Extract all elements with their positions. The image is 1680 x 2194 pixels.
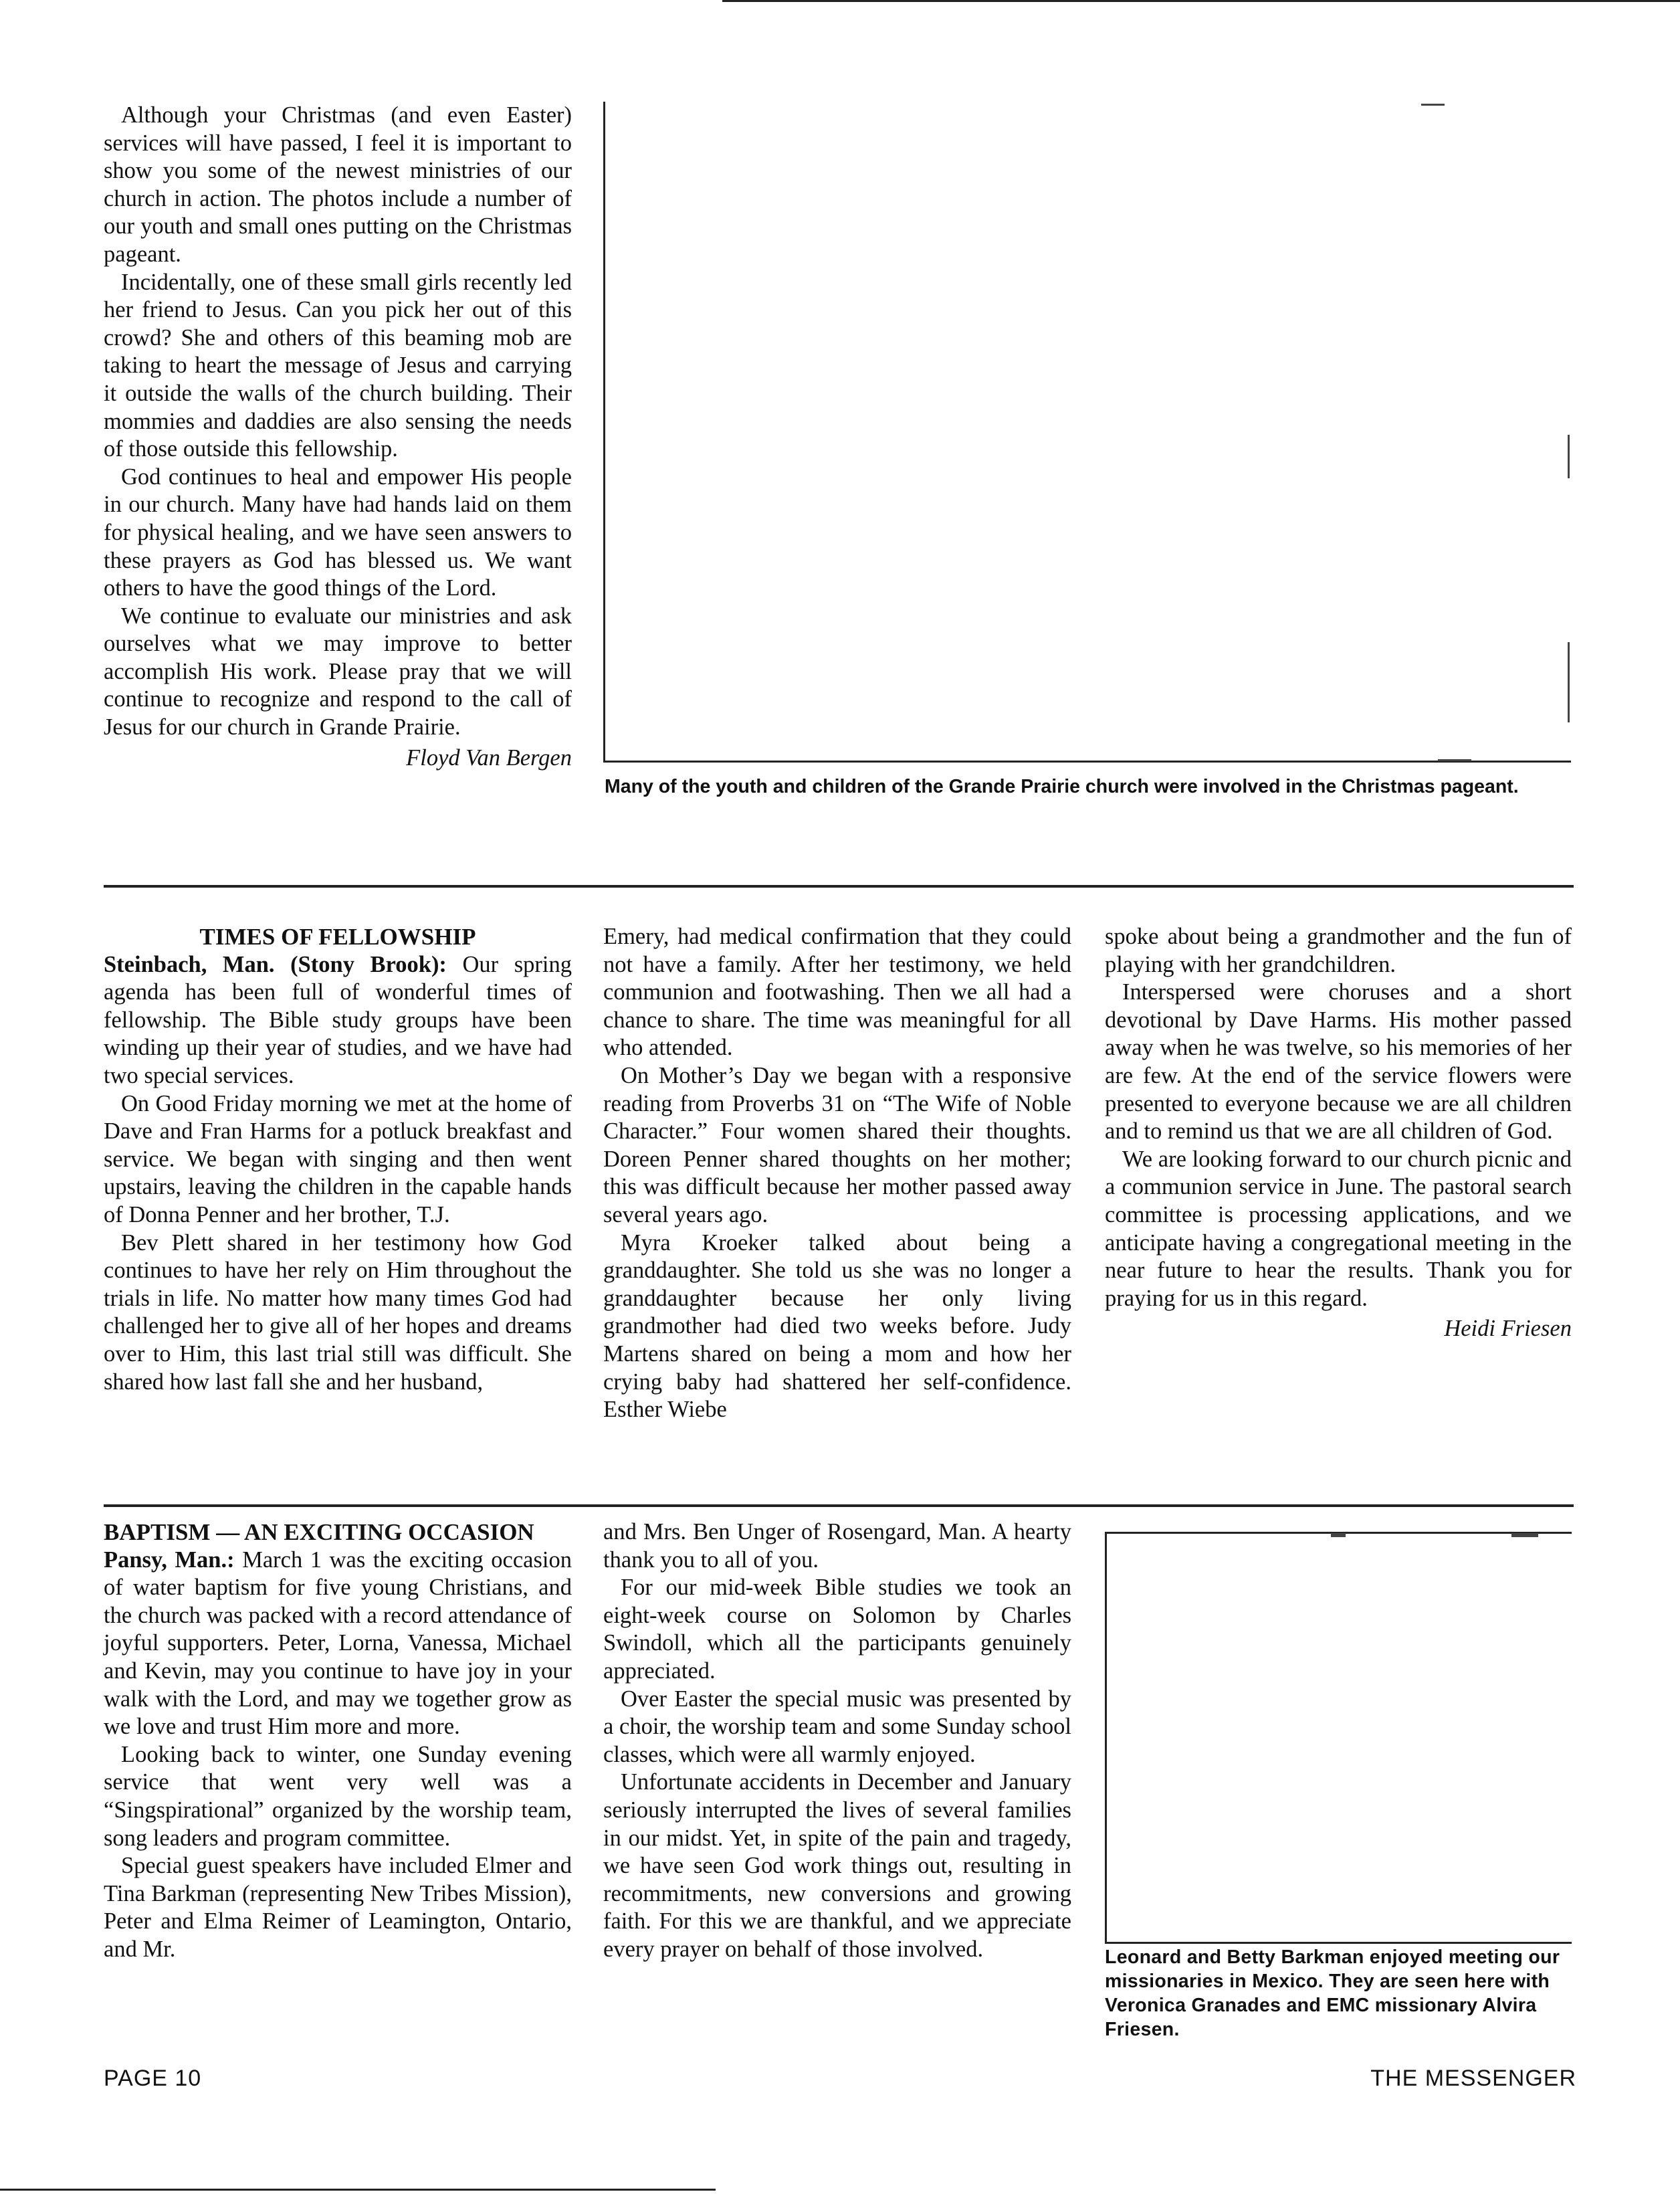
paragraph: Special guest speakers have included Elmer and Tina Barkman (representing New Tribes Mission), Peter and Elma Reimer of Leamington, Ontario, and Mr.	[104, 1853, 572, 1962]
bottom-border-rule	[0, 2189, 716, 2191]
paragraph: We are looking forward to our church picnic and a communion service in June. The pastoral search committee is processing applications, and we anticipate having a congregational meeting in the near future to hear the results. Thank you for praying for us in this regard.	[1105, 1146, 1572, 1311]
fellowship-column-3	[1105, 923, 1572, 1343]
paragraph: Incidentally, one of these small girls recently led her friend to Jesus. Can you pick her out of this crowd? She and others of this beaming mob are taking to heart the message of Jesus and carrying it outside the walls of the church building. Their mommies and daddies are also sensing the needs of those outside this fellowship.	[104, 269, 572, 462]
article-heading: BAPTISM — AN EXCITING OCCASION	[104, 1519, 534, 1545]
article-lead: Pansy, Man.:	[104, 1547, 235, 1573]
paragraph: Interspersed were choruses and a short devotional by Dave Harms. His mother passed away when he was twelve, so his memories of her are few. At the end of the service flowers were presented to everyone because we are all children and to remind us that we are all children of God.	[1105, 979, 1572, 1144]
page-number: PAGE 10	[104, 2066, 202, 2091]
paragraph: On Good Friday morning we met at the home of Dave and Fran Harms for a potluck breakfast and service. We began with singing and then went upstairs, leaving the children in the capable hands of Donna Penner and her brother, T.J.	[104, 1090, 572, 1227]
photo-edge-mark	[1438, 759, 1471, 761]
paragraph: Although your Christmas (and even Easter) services will have passed, I feel it is important to show you some of the newest ministries of our church in action. The photos include a number of our youth and small ones putting on the Christmas pageant.	[104, 102, 572, 267]
paragraph	[104, 951, 572, 1090]
paragraph: Over Easter the special music was presented by a choir, the worship team and some Sunday school classes, which were all warmly enjoyed.	[603, 1686, 1071, 1767]
paragraph: Emery, had medical confirmation that they could not have a family. After her testimony, we held communion and footwashing. Then we all had a chance to share. The time was meaningful for all who attended.	[603, 924, 1071, 1061]
paragraph: Unfortunate accidents in December and January seriously interrupted the lives of several families in our midst. Yet, in spite of the pain and tragedy, we have seen God work things out, resulting in recommitments, new conversions and growing faith. For this we are thankful, and we appreciate every prayer on behalf of those involved.	[603, 1769, 1071, 1962]
paragraph	[104, 1547, 572, 1741]
paragraph: Looking back to winter, one Sunday evening service that went very well was a “Singspirational” organized by the worship team, song leaders and program committee.	[104, 1741, 572, 1851]
paragraph: Bev Plett shared in her testimony how God continues to have her rely on Him throughout the trials in life. No matter how many times God had challenged her to give all of her hopes and dreams over to Him, this last trial still was difficult. She shared how last fall she and her husband,	[104, 1229, 572, 1395]
section-divider	[104, 885, 1574, 888]
baptism-column-1	[104, 1518, 572, 1964]
photo-edge-mark	[1568, 435, 1570, 478]
fellowship-column-1	[104, 923, 572, 1396]
paragraph: Myra Kroeker talked about being a granddaughter. She told us she was no longer a granddaughter because her only living grandmother had died two weeks before. Judy Martens shared on being a mom and how her crying baby had shattered her self-confidence. Esther Wiebe	[603, 1229, 1071, 1423]
article-heading: TIMES OF FELLOWSHIP	[199, 924, 476, 950]
section-divider	[104, 1504, 1574, 1507]
paragraph-text: Our spring agenda has been full of wonderful times of fellowship. The Bible study groups have been winding up their year of studies, and we have had two special services.	[104, 951, 572, 1088]
photo-caption: Leonard and Betty Barkman enjoyed meeting our missionaries in Mexico. They are seen here with Veronica Granades and EMC missionary Alvira Friesen.	[1105, 1947, 1560, 2040]
publication-name: THE MESSENGER	[1370, 2066, 1576, 2091]
photo-edge-mark	[1331, 1533, 1346, 1537]
paragraph: We continue to evaluate our ministries and ask ourselves what we may improve to better accomplish His work. Please pray that we will continue to recognize and respond to the call of Jesus for our church in Grande Prairie.	[104, 603, 572, 740]
top-border-rule	[722, 0, 1680, 2]
paragraph-text: March 1 was the exciting occasion of water baptism for five young Christians, and the church was packed with a record attendance of joyful supporters. Peter, Lorna, Vanessa, Michael and Kevin, may you continue to have joy in your walk with the Lord, and may we together grow as we love and trust Him more and more.	[104, 1547, 572, 1740]
article-signature: Heidi Friesen	[1444, 1316, 1572, 1342]
top-article-column	[104, 102, 572, 772]
paragraph: On Mother’s Day we began with a responsive reading from Proverbs 31 on “The Wife of Noble Character.” Four women shared their thoughts. Doreen Penner shared thoughts on her mother; this was difficult because her mother passed away several years ago.	[603, 1062, 1071, 1227]
photo-edge-mark	[1568, 642, 1570, 722]
photo-caption: Many of the youth and children of the Grande Prairie church were involved in the Christmas pageant.	[605, 776, 1519, 797]
paragraph: and Mrs. Ben Unger of Rosengard, Man. A hearty thank you to all of you.	[603, 1519, 1071, 1573]
paragraph: God continues to heal and empower His people in our church. Many have had hands laid on them for physical healing, and we have seen answers to these prayers as God has blessed us. We want others to have the good things of the Lord.	[104, 464, 572, 601]
photo-edge-mark	[1511, 1533, 1538, 1537]
article-signature: Floyd Van Bergen	[406, 744, 572, 771]
missionaries-photo	[1105, 1532, 1572, 1944]
photo-edge-mark	[1421, 104, 1445, 106]
paragraph: For our mid-week Bible studies we took an eight-week course on Solomon by Charles Swindoll, which all the participants genuinely appreciated.	[603, 1575, 1071, 1684]
fellowship-column-2	[603, 923, 1071, 1424]
paragraph: spoke about being a grandmother and the fun of playing with her grandchildren.	[1105, 924, 1572, 977]
baptism-column-2	[603, 1518, 1071, 1964]
christmas-pageant-photo	[603, 102, 1571, 763]
article-lead: Steinbach, Man. (Stony Brook):	[104, 951, 447, 977]
